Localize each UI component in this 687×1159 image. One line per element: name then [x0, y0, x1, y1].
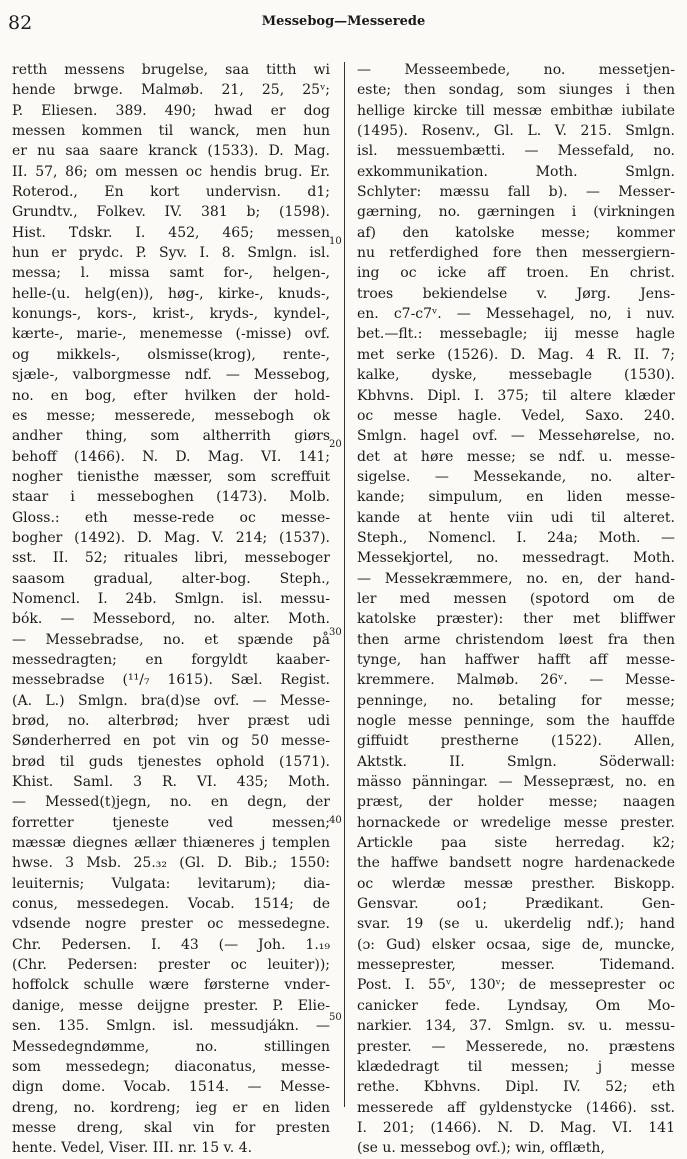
text-line: Hist. Tdskr. I. 452, 465; messen	[12, 224, 330, 241]
text-line: forretter tjeneste ved messen;	[12, 814, 330, 831]
text-line: oc wlerdæ messæ presther. Biskopp.	[357, 875, 675, 892]
text-line: brød til guds tjenestes ophold (1571).	[12, 753, 330, 770]
text-line: sjæle-, valborgmesse ndf. — Messebog,	[12, 367, 330, 384]
text-line: Sønderherred en pot vin og 50 messe-	[12, 733, 330, 750]
text-line: Messedegndømme, no. stillingen	[12, 1038, 330, 1055]
text-line: messebradse (¹¹/₇ 1615). Sæl. Regist.	[12, 672, 330, 689]
line-number-10: 10	[329, 236, 342, 247]
text-line: canicker fede. Lyndsay, Om Mo-	[357, 997, 675, 1014]
text-line: sigelse. — Messekande, no. alter-	[357, 468, 675, 485]
text-line: andher thing, som altherrith giørs	[12, 428, 330, 445]
text-line: en. c7-c7ᵛ. — Messehagel, no, i nuv.	[357, 306, 675, 323]
line-number-50: 50	[329, 1012, 342, 1023]
text-line: rethe. Kbhvns. Dipl. IV. 52; eth	[357, 1079, 675, 1096]
text-line: Roterod., En kort undervisn. d1;	[12, 184, 330, 201]
text-line: the haffwe bandsett nogre hardenackede	[357, 855, 675, 872]
text-line: Khist. Saml. 3 R. VI. 435; Moth.	[12, 774, 330, 791]
text-line: Kbhvns. Dipl. I. 375; til altere klæder	[357, 387, 675, 404]
line-number-20: 20	[329, 439, 342, 450]
text-line: I. 201; (1466). N. D. Mag. VI. 141	[357, 1119, 675, 1136]
text-line: præst, der holder messe; naagen	[357, 794, 675, 811]
text-line: isl. messuembætti. — Messefald, no.	[357, 143, 675, 160]
text-line: (ɔ: Gud) elsker ocsaa, sige de, muncke,	[357, 936, 675, 953]
text-line: som messedegn; diaconatus, messe-	[12, 1058, 330, 1075]
text-line: oc messe hagle. Vedel, Saxo. 240.	[357, 407, 675, 424]
text-line: hwse. 3 Msb. 25.₃₂ (Gl. D. Bib.; 1550:	[12, 855, 330, 872]
text-line: Gensvar. oo1; Prædikant. Gen-	[357, 896, 675, 913]
text-line: Artickle paa siste herredag. k2;	[357, 835, 675, 852]
text-line: hende brwge. Malmøb. 21, 25, 25ᵛ;	[12, 82, 330, 99]
text-line: — Messed(t)jegn, no. en degn, der	[12, 794, 330, 811]
text-line: messerede aff gyldenstycke (1466). sst.	[357, 1099, 675, 1116]
text-line: prester. — Messerede, no. præstens	[357, 1038, 675, 1055]
text-line: bet.—flt.: messebagle; iij messe hagle	[357, 326, 675, 343]
text-line: — Messekræmmere, no. en, der hand-	[357, 570, 675, 587]
text-line: hente. Vedel, Viser. III. nr. 15 v. 4.	[12, 1140, 253, 1157]
text-line: klædedragt til messen; j messe	[357, 1058, 675, 1075]
text-line: kremmere. Malmøb. 26ᵛ. — Messe-	[357, 672, 675, 689]
text-line: conus, messedegen. Vocab. 1514; de	[12, 896, 330, 913]
line-number-40: 40	[329, 815, 342, 826]
text-line: no. en bog, efter hvilken der hold-	[12, 387, 330, 404]
text-line: messe dreng, skal vin for presten	[12, 1119, 330, 1136]
text-line: kande at hente viin udi til alteret.	[357, 509, 675, 526]
text-line: messedragten; en forgyldt kaaber-	[12, 651, 330, 668]
text-line: danige, messe deijgne prester. P. Elie-	[12, 997, 330, 1014]
text-line: Nomencl. I. 24b. Smlgn. isl. messu-	[12, 590, 330, 607]
text-line: helle-(u. helg(en)), høg-, kirke-, knuds-,	[12, 285, 330, 302]
text-line: mässo pänningar. — Messepræst, no. en	[357, 774, 675, 791]
text-line: det at høre messe; se ndf. u. messe-	[357, 448, 675, 465]
text-line: ler med messen (spotord om de	[357, 590, 675, 607]
text-line: nu retferdighed fore then messergiern-	[357, 245, 675, 262]
text-line: messeprester, messer. Tidemand.	[357, 957, 675, 974]
text-line: bók. — Messebord, no. alter. Moth.	[12, 611, 330, 628]
text-line: behoff (1466). N. D. Mag. VI. 141;	[12, 448, 330, 465]
text-line: then arme christendom løest fra then	[357, 631, 675, 648]
text-line: hornackede or wredelige messe prester.	[357, 814, 675, 831]
text-line: staar i messeboghen (1473). Molb.	[12, 489, 330, 506]
text-line: nogle messe penninge, som the hauffde	[357, 713, 675, 729]
text-line: bogher (1492). D. Mag. V. 214; (1537).	[12, 529, 330, 546]
text-line: met serke (1526). D. Mag. 4 R. II. 7;	[357, 346, 675, 363]
text-line: II. 57, 86; om messen oc hendis brug. Er.	[12, 163, 330, 180]
text-line: exkommunikation. Moth. Smlgn.	[357, 163, 675, 180]
text-line: brød, no. alterbrød; hver præst udi	[12, 713, 330, 729]
text-line: leuiternis; Vulgata: levitarum); dia-	[12, 875, 330, 892]
text-line: konungs-, kors-, krist-, kryds-, kyndel-,	[12, 306, 330, 323]
text-line: (1495). Rosenv., Gl. L. V. 215. Smlgn.	[357, 123, 675, 140]
text-line: Gloss.: eth messe-rede oc messe-	[12, 509, 330, 526]
text-line: tynge, han haffwer hafft aff messe-	[357, 651, 675, 668]
text-line: svar. 19 (se u. ukerdelig ndf.); hand	[357, 916, 675, 933]
line-number-30: 30	[329, 627, 342, 638]
running-head: Messebog—Messerede	[261, 14, 426, 29]
text-line: kalke, dyske, messebagle (1530).	[357, 367, 675, 384]
text-line: penninge, no. betaling for messe;	[357, 692, 675, 709]
text-line: vdsende nogre prester oc messedegne.	[12, 916, 330, 933]
right-column	[357, 60, 675, 1159]
text-line: Messekjortel, no. messedragt. Moth.	[357, 550, 675, 567]
text-line: sst. II. 52; rituales libri, messeboger	[12, 550, 330, 567]
text-line: og mikkels-, olsmisse(krog), rente-,	[12, 346, 330, 363]
text-line: sen. 135. Smlgn. isl. messudjákn. —	[12, 1018, 330, 1035]
text-line: katolske præster): ther met bliffwer	[357, 611, 675, 628]
text-line: — Messebradse, no. et spænde på	[12, 631, 330, 648]
text-line: gærning, no. gærningen i (virkningen	[357, 204, 675, 221]
text-line: hoffolck schulle wære førsterne vnder-	[12, 977, 330, 994]
text-line: narkier. 134, 37. Smlgn. sv. u. messu-	[357, 1018, 675, 1035]
text-line: Smlgn. hagel ovf. — Messehørelse, no.	[357, 428, 675, 445]
text-line: saasom gradual, alter-bog. Steph.,	[12, 570, 330, 587]
text-line: af) den katolske messe; kommer	[357, 224, 675, 241]
text-line: — Messeembede, no. messetjen-	[357, 62, 675, 78]
left-column	[12, 60, 330, 1159]
page-number: 82	[8, 12, 33, 34]
text-line: dign dome. Vocab. 1514. — Messe-	[12, 1079, 330, 1096]
text-line: Post. I. 55ᵛ, 130ᵛ; de messeprester oc	[357, 977, 675, 994]
text-line: es messe; messerede, messebogh ok	[12, 407, 330, 424]
text-line: hellige kircke till messæ embithæ iubilate	[357, 102, 675, 119]
text-line: (se u. messebog ovf.); win, offlæth,	[357, 1140, 605, 1157]
text-line: Chr. Pedersen. I. 43 (— Joh. 1.₁₉	[12, 936, 330, 953]
text-line: er nu saa saare kranck (1533). D. Mag.	[12, 143, 330, 160]
text-line: mæssæ diegnes ællær thiæneres j templen	[12, 835, 330, 852]
text-line: nogher tienisthe mæsser, som screffuit	[12, 468, 330, 485]
text-line: Steph., Nomencl. I. 24a; Moth. —	[357, 529, 675, 546]
text-line: kande; simpulum, en liden messe-	[357, 489, 675, 506]
text-line: dreng, no. kordreng; ieg er en liden	[12, 1099, 330, 1116]
column-divider	[344, 62, 345, 1107]
text-line: messen kommen til wanck, men hun	[12, 123, 330, 140]
text-line: (Chr. Pedersen: prester oc leuiter));	[12, 957, 330, 974]
text-line: Aktstk. II. Smlgn. Söderwall:	[357, 753, 675, 770]
text-line: P. Eliesen. 389. 490; hwad er dog	[12, 102, 330, 119]
text-line: Grundtv., Folkev. IV. 381 b; (1598).	[12, 204, 330, 221]
text-line: Schlyter: mæssu fall b). — Messer-	[357, 184, 675, 201]
text-line: ing oc icke aff troen. En christ.	[357, 265, 675, 282]
text-line: troes bekiendelse v. Jørg. Jens-	[357, 285, 675, 302]
text-line: retth messens brugelse, saa titth wi	[12, 62, 330, 78]
text-line: hun er prydc. P. Syv. I. 8. Smlgn. isl.	[12, 245, 330, 262]
text-line: (A. L.) Smlgn. bra(d)se ovf. — Messe-	[12, 692, 330, 709]
text-line: este; then sondag, som siunges i then	[357, 82, 675, 99]
text-line: giffuidt prestherne (1522). Allen,	[357, 733, 675, 750]
text-line: kærte-, marie-, menemesse (-misse) ovf.	[12, 326, 330, 343]
text-line: messa; l. missa samt for-, helgen-,	[12, 265, 330, 282]
